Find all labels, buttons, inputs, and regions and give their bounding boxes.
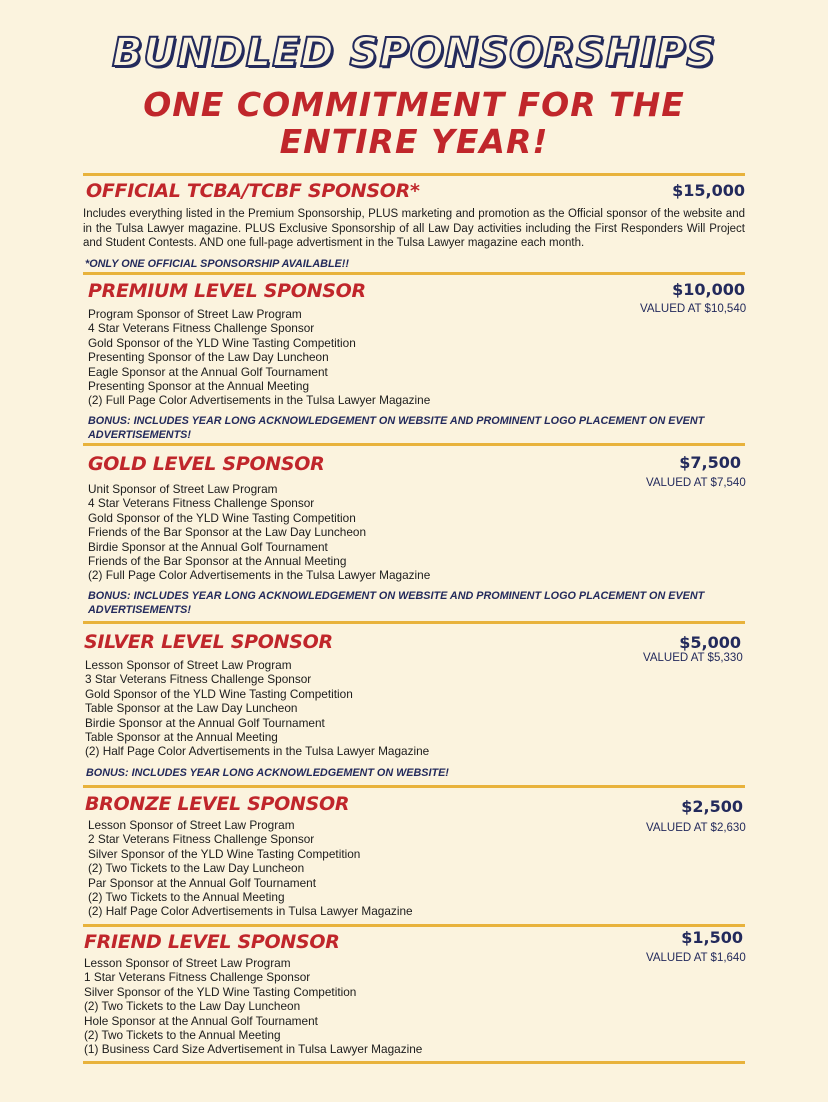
premium-benefits-list — [88, 307, 430, 408]
bronze-sponsor-valued: VALUED AT $2,630 — [646, 822, 746, 834]
list-item: Table Sponsor at the Law Day Luncheon — [85, 701, 298, 716]
bronze-sponsor-title: BRONZE LEVEL SPONSOR — [85, 793, 350, 815]
list-item: Silver Sponsor of the YLD Wine Tasting Competition — [84, 984, 357, 999]
gold-benefits-list — [88, 482, 430, 583]
premium-sponsor-bonus: BONUS: INCLUDES YEAR LONG ACKNOWLEDGEMENT ON WEBSITE AND PROMINENT LOGO PLACEMENT ON EVENT ADVERTISEMENTS! — [88, 415, 705, 441]
friend-sponsor-valued: VALUED AT $1,640 — [646, 952, 746, 964]
list-item: 2 Star Veterans Fitness Challenge Sponsor — [88, 832, 315, 847]
list-item: 4 Star Veterans Fitness Challenge Sponsor — [88, 321, 315, 336]
premium-sponsor-price: $10,000 — [672, 280, 745, 299]
official-sponsor-price: $15,000 — [672, 181, 745, 200]
list-item: Friends of the Bar Sponsor at the Law Day Luncheon — [88, 525, 367, 540]
list-item: 3 Star Veterans Fitness Challenge Sponsor — [85, 672, 312, 687]
list-item: Gold Sponsor of the YLD Wine Tasting Competition — [88, 335, 356, 350]
subtitle-line-1: ONE COMMITMENT FOR THE — [143, 85, 685, 124]
friend-benefits-list — [84, 956, 422, 1057]
list-item: Lesson Sponsor of Street Law Program — [85, 658, 292, 672]
divider — [83, 621, 745, 624]
list-item: (2) Two Tickets to the Annual Meeting — [88, 889, 285, 904]
divider — [83, 443, 745, 446]
list-item: (2) Two Tickets to the Annual Meeting — [84, 1027, 281, 1042]
silver-sponsor-valued: VALUED AT $5,330 — [643, 652, 743, 664]
list-item: Friends of the Bar Sponsor at the Annual Meeting — [88, 553, 347, 568]
silver-sponsor-price: $5,000 — [679, 633, 741, 652]
divider — [83, 173, 745, 176]
list-item: (2) Full Page Color Advertisements in the Tulsa Lawyer Magazine — [88, 393, 431, 408]
list-item: Table Sponsor at the Annual Meeting — [85, 729, 278, 744]
list-item: Silver Sponsor of the YLD Wine Tasting Competition — [88, 846, 361, 861]
divider — [83, 1061, 745, 1064]
page-subtitle — [0, 86, 828, 160]
silver-benefits-list — [85, 658, 429, 759]
friend-sponsor-title: FRIEND LEVEL SPONSOR — [84, 931, 340, 953]
divider — [83, 924, 745, 927]
official-sponsor-description: Includes everything listed in the Premium Sponsorship, PLUS marketing and promotion as the Official sponsor of the website and in the Tulsa Lawyer magazine. PLUS Exclusive Sponsorship of all Law Day activities including the First Responders Will Project and Student Contests. AND one full-page advertisment in the Tulsa Lawyer magazine each month. — [83, 208, 745, 249]
list-item: Birdie Sponsor at the Annual Golf Tournament — [88, 539, 328, 554]
divider — [83, 785, 745, 788]
list-item: 1 Star Veterans Fitness Challenge Sponsor — [84, 970, 311, 985]
bronze-sponsor-price: $2,500 — [681, 797, 743, 816]
page-title: BUNDLED SPONSORSHIPS — [111, 30, 717, 76]
official-sponsor-title: OFFICIAL TCBA/TCBF SPONSOR* — [86, 180, 420, 202]
list-item: Hole Sponsor at the Annual Golf Tournament — [84, 1013, 318, 1028]
list-item: Unit Sponsor of Street Law Program — [88, 482, 278, 496]
subtitle-line-2: ENTIRE YEAR! — [279, 122, 549, 161]
gold-sponsor-bonus: BONUS: INCLUDES YEAR LONG ACKNOWLEDGEMENT ON WEBSITE AND PROMINENT LOGO PLACEMENT ON EVENT ADVERTISEMENTS! — [88, 590, 705, 616]
premium-sponsor-valued: VALUED AT $10,540 — [640, 303, 747, 315]
divider — [83, 272, 745, 275]
list-item: Lesson Sponsor of Street Law Program — [84, 956, 291, 970]
bronze-benefits-list — [88, 818, 413, 919]
list-item: Birdie Sponsor at the Annual Golf Tournament — [85, 715, 325, 730]
list-item: Program Sponsor of Street Law Program — [88, 307, 302, 321]
list-item: (2) Full Page Color Advertisements in the Tulsa Lawyer Magazine — [88, 568, 431, 583]
list-item: Presenting Sponsor at the Annual Meeting — [88, 378, 310, 393]
list-item: Lesson Sponsor of Street Law Program — [88, 818, 295, 832]
list-item: Eagle Sponsor at the Annual Golf Tournament — [88, 364, 328, 379]
list-item: Gold Sponsor of the YLD Wine Tasting Competition — [88, 510, 356, 525]
official-sponsor-note: *ONLY ONE OFFICIAL SPONSORSHIP AVAILABLE!! — [85, 258, 349, 270]
list-item: (2) Two Tickets to the Law Day Luncheon — [88, 861, 305, 876]
list-item: 4 Star Veterans Fitness Challenge Sponsor — [88, 496, 315, 511]
gold-sponsor-valued: VALUED AT $7,540 — [646, 477, 746, 489]
list-item: (2) Two Tickets to the Law Day Luncheon — [84, 999, 301, 1014]
friend-sponsor-price: $1,500 — [681, 928, 743, 947]
silver-sponsor-bonus: BONUS: INCLUDES YEAR LONG ACKNOWLEDGEMENT ON WEBSITE! — [86, 767, 449, 779]
silver-sponsor-title: SILVER LEVEL SPONSOR — [84, 631, 333, 653]
gold-sponsor-price: $7,500 — [679, 453, 741, 472]
list-item: (1) Business Card Size Advertisement in Tulsa Lawyer Magazine — [84, 1042, 423, 1057]
list-item: Presenting Sponsor of the Law Day Luncheon — [88, 350, 329, 365]
list-item: Gold Sponsor of the YLD Wine Tasting Competition — [85, 686, 353, 701]
list-item: (2) Half Page Color Advertisements in the Tulsa Lawyer Magazine — [85, 744, 430, 759]
list-item: (2) Half Page Color Advertisements in Tulsa Lawyer Magazine — [88, 904, 413, 919]
premium-sponsor-title: PREMIUM LEVEL SPONSOR — [88, 280, 366, 302]
list-item: Par Sponsor at the Annual Golf Tournament — [88, 875, 316, 890]
gold-sponsor-title: GOLD LEVEL SPONSOR — [88, 453, 325, 475]
